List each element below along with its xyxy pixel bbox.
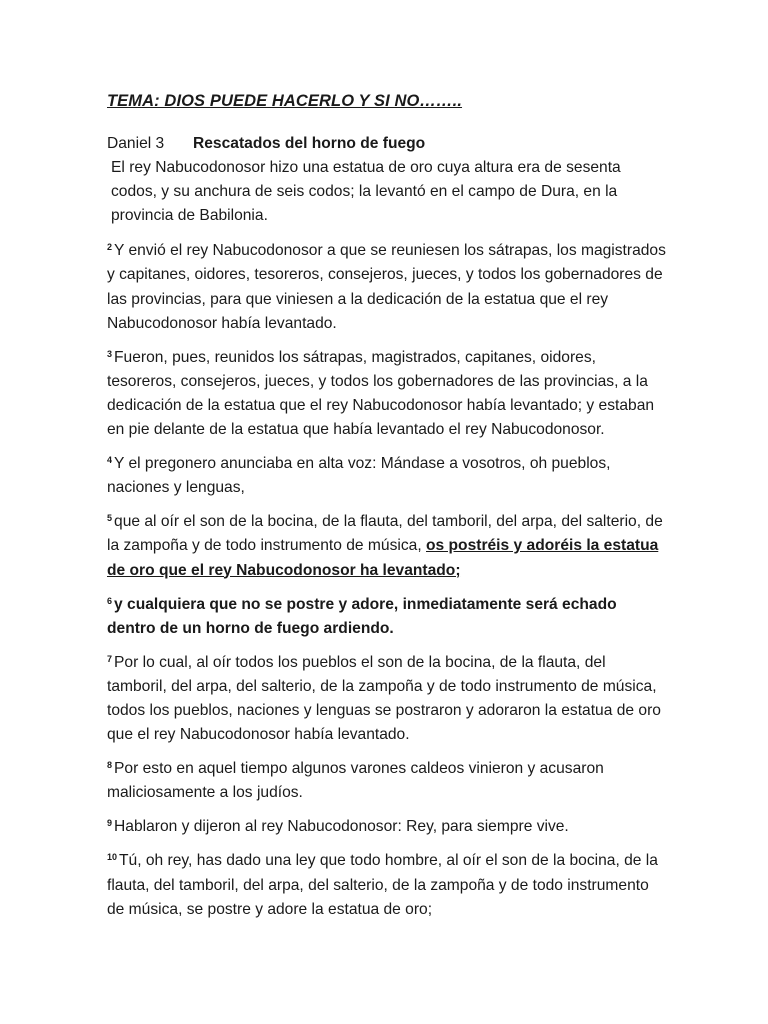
chapter-reference: Daniel 3 <box>107 135 165 152</box>
verse-number: 9 <box>107 818 113 829</box>
document-title: TEMA: DIOS PUEDE HACERLO Y SI NO…….. <box>107 92 463 110</box>
verse-paragraph <box>107 346 667 442</box>
verse-number: 8 <box>107 760 113 771</box>
verse-number: 10 <box>107 852 118 863</box>
verse-number: 5 <box>107 513 113 524</box>
document-body <box>107 132 667 932</box>
verse-text: Por lo cual, al oír todos los pueblos el son de la bocina, de la flauta, del tamboril, del arpa, del salterio, de la zampoña y de todo instrumento de música, todos los pueblos, naciones y lenguas se postraron y adoraron la estatua de oro que el rey Nabucodonosor había levantado. <box>107 653 661 744</box>
verse-paragraph <box>107 849 667 921</box>
verse-1-paragraph: El rey Nabucodonosor hizo una estatua de oro cuya altura era de sesenta codos, y su anchura de seis codos; la levantó en el campo de Dura, en la provincia de Babilonia. <box>111 159 621 225</box>
chapter-heading <box>107 132 667 156</box>
verse-paragraph <box>107 815 667 839</box>
verse-text: y cualquiera que no se postre y adore, inmediatamente será echado dentro de un horno de fuego ardiendo. <box>107 595 617 637</box>
section-heading: Rescatados del horno de fuego <box>193 135 426 152</box>
verse-number: 2 <box>107 242 113 253</box>
verse-paragraph <box>107 593 667 641</box>
verse-paragraph <box>107 239 667 335</box>
verse-paragraph <box>107 510 667 582</box>
verse-text: que al oír el son de la bocina, de la flauta, del tamboril, del arpa, del salterio, de la zampoña y de todo instrumento de música, <box>107 513 663 555</box>
verse-number: 4 <box>107 455 113 466</box>
verse-text: Fueron, pues, reunidos los sátrapas, magistrados, capitanes, oidores, tesoreros, consejeros, jueces, y todos los gobernadores de las provincias, a la dedicación de la estatua que el rey Nabucodonosor había levantado; y estaban en pie delante de la estatua que había levantado el rey Nabucodonosor. <box>107 348 655 439</box>
verse-number: 3 <box>107 348 113 359</box>
verse-text: Tú, oh rey, has dado una ley que todo hombre, al oír el son de la bocina, de la flauta, del tamboril, del arpa, del salterio, de la zampoña y de todo instrumento de música, se postre y adore la estatua de oro; <box>107 852 658 918</box>
verse-paragraph <box>107 651 667 747</box>
verse-emphasis: os postréis y adoréis la estatua de oro que el rey Nabucodonosor ha levantado; <box>107 537 659 579</box>
verse-text: Hablaron y dijeron al rey Nabucodonosor: Rey, para siempre vive. <box>114 818 569 836</box>
verse-text: Y el pregonero anunciaba en alta voz: Mándase a vosotros, oh pueblos, naciones y lenguas, <box>107 455 611 497</box>
verse-paragraph <box>107 452 667 500</box>
verse-paragraph <box>107 757 667 805</box>
verse-number: 6 <box>107 595 113 606</box>
verse-number: 7 <box>107 653 113 664</box>
verse-text: Por esto en aquel tiempo algunos varones caldeos vinieron y acusaron maliciosamente a los judíos. <box>107 760 604 802</box>
verse-text: Y envió el rey Nabucodonosor a que se reuniesen los sátrapas, los magistrados y capitanes, oidores, tesoreros, consejeros, jueces, y todos los gobernadores de las provincias, para que viniesen a la dedicación de la estatua que el rey Nabucodonosor había levantado. <box>107 242 666 332</box>
